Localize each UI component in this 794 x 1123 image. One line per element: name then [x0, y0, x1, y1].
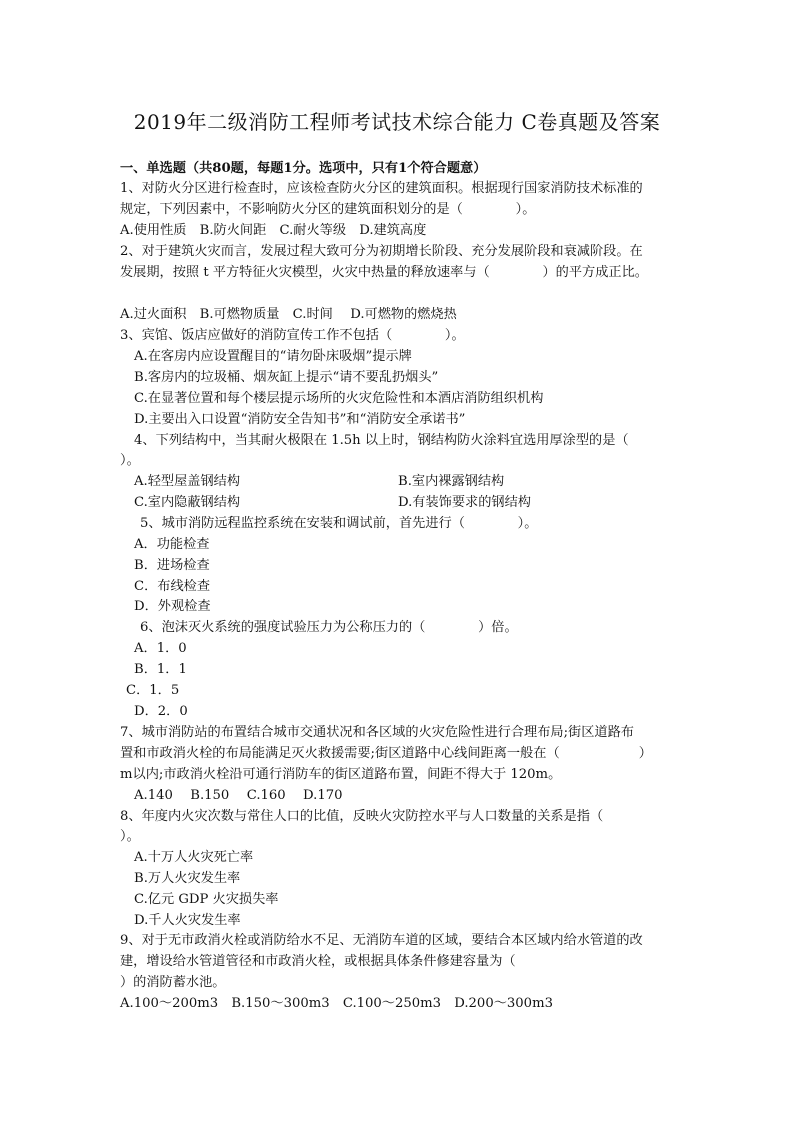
question-4-option-a: A.轻型屋盖钢结构 [134, 474, 241, 489]
question-5-option-c: C．布线检查 [134, 579, 211, 594]
question-1-stem-line-1: 1、对防火分区进行检查时，应该检查防火分区的建筑面积。根据现行国家消防技术标准的 [120, 181, 643, 196]
document-title: 2019年二级消防工程师考试技术综合能力 C卷真题及答案 [133, 110, 661, 134]
question-6-option-a: A．1．0 [134, 641, 187, 656]
question-9-stem-line-1: 9、对于无市政消火栓或消防给水不足、无消防车道的区域，要结合本区域内给水管道的改 [120, 933, 643, 948]
question-2-options: A.过火面积 B.可燃物质量 C.时间 D.可燃物的燃烧热 [120, 307, 457, 322]
question-4-option-c: C.室内隐蔽钢结构 [134, 495, 241, 510]
question-3-option-a: A.在客房内应设置醒目的“请勿卧床吸烟”提示牌 [134, 349, 412, 364]
question-3-option-b: B.客房内的垃圾桶、烟灰缸上提示“请不要乱扔烟头” [134, 370, 439, 385]
question-3-stem: 3、宾馆、饭店应做好的消防宣传工作不包括（ ）。 [120, 328, 465, 343]
question-4-stem-line-2: ）。 [120, 453, 140, 468]
question-7-stem-line-2: 置和市政消火栓的布局能满足灭火救援需要;街区道路中心线间距离一般在（ ） [120, 746, 652, 761]
section-heading: 一、单选题（共80题，每题1分。选项中，只有1个符合题意） [120, 161, 487, 176]
question-8-stem-line-1: 8、年度内火灾次数与常住人口的比值，反映火灾防控水平与人口数量的关系是指（ [120, 809, 604, 824]
question-8-option-c: C.亿元 GDP 火灾损失率 [134, 892, 279, 907]
question-8-stem-line-2: ）。 [120, 829, 140, 844]
question-2-stem-line-1: 2、对于建筑火灾而言，发展过程大致可分为初期增长阶段、充分发展阶段和衰减阶段。在 [120, 244, 643, 259]
question-5-option-d: D．外观检查 [134, 599, 211, 614]
question-6-stem: 6、泡沫灭火系统的强度试验压力为公称压力的（ ）倍。 [140, 620, 518, 635]
question-3-option-d: D.主要出入口设置“消防安全告知书”和“消防安全承诺书” [134, 412, 466, 427]
question-6-option-d: D．2．0 [134, 704, 188, 719]
question-5-option-a: A．功能检查 [134, 537, 210, 552]
question-1-stem-line-2: 规定，下列因素中，不影响防火分区的建筑面积划分的是（ ）。 [120, 202, 536, 217]
question-8-option-d: D.千人火灾发生率 [134, 913, 241, 928]
question-7-stem-line-3: m以内;市政消火栓沿可通行消防车的街区道路布置，间距不得大于 120m。 [120, 767, 562, 782]
question-4-option-d: D.有装饰要求的钢结构 [398, 495, 531, 510]
question-1-options: A.使用性质 B.防火间距 C.耐火等级 D.建筑高度 [120, 223, 427, 238]
question-7-stem-line-1: 7、城市消防站的布置结合城市交通状况和各区域的火灾危险性进行合理布局;街区道路布 [120, 725, 634, 740]
question-4-option-b: B.室内裸露钢结构 [398, 474, 505, 489]
question-8-option-a: A.十万人火灾死亡率 [134, 850, 254, 865]
question-9-stem-line-2: 建，增设给水管道管径和市政消火栓，或根据具体条件修建容量为（ [120, 954, 516, 969]
question-3-option-c: C.在显著位置和每个楼层提示场所的火灾危险性和本酒店消防组织机构 [134, 391, 544, 406]
question-6-option-b: B．1．1 [134, 662, 187, 677]
question-5-option-b: B．进场检查 [134, 558, 210, 573]
question-9-options: A.100～200m3 B.150～300m3 C.100～250m3 D.200～300m3 [120, 996, 553, 1011]
question-2-stem-line-2: 发展期，按照 t 平方特征火灾模型，火灾中热量的释放速率与（ ）的平方成正比。 [120, 265, 648, 280]
question-4-stem-line-1: 4、下列结构中，当其耐火极限在 1.5h 以上时，钢结构防火涂料宜选用厚涂型的是（ [134, 433, 629, 448]
question-7-options: A.140 B.150 C.160 D.170 [134, 788, 343, 803]
question-5-stem: 5、城市消防远程监控系统在安装和调试前，首先进行（ ）。 [140, 516, 538, 531]
question-9-stem-line-3: ）的消防蓄水池。 [120, 975, 226, 990]
question-8-option-b: B.万人火灾发生率 [134, 871, 241, 886]
question-6-option-c: C．1．5 [126, 683, 180, 698]
